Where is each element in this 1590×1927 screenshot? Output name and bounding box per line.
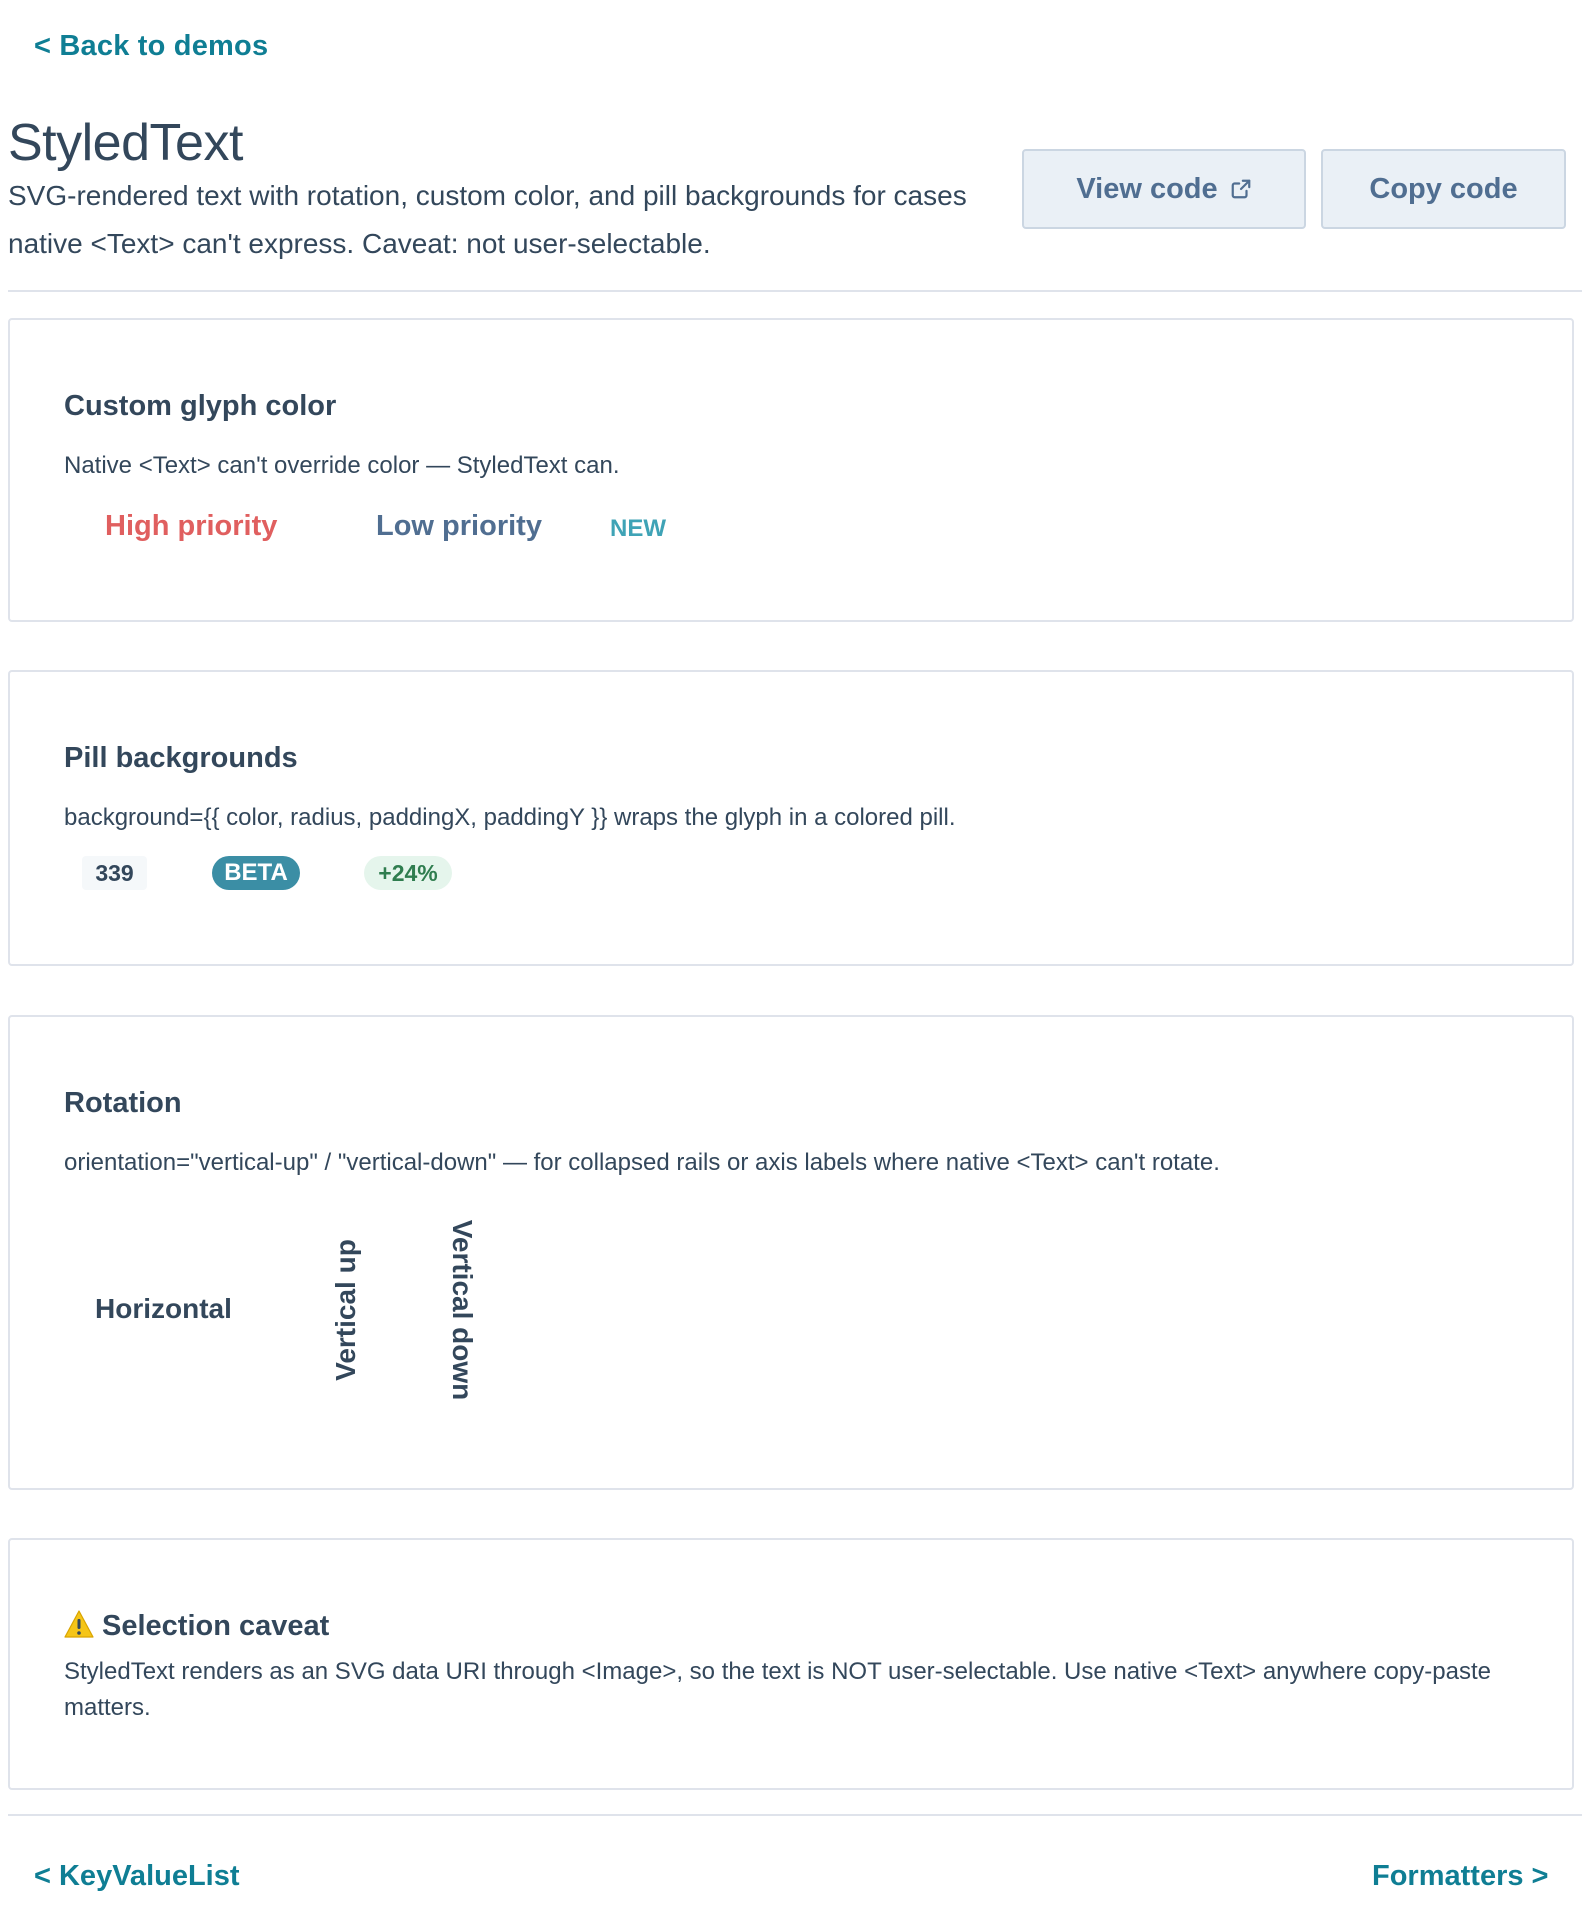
- view-code-label: View code: [1076, 172, 1218, 205]
- rotation-vertical-up: Vertical up: [330, 1239, 361, 1381]
- glyph-high-priority: High priority: [105, 510, 278, 542]
- rotation-vertical-down: Vertical down: [447, 1219, 478, 1401]
- caveat-desc: StyledText renders as an SVG data URI through <Image>, so the text is NOT user-selectable. Use native <Text> anywhere copy-paste matters.: [64, 1658, 1491, 1721]
- caveat-title-text: Selection caveat: [102, 1610, 330, 1642]
- page-title: StyledText: [8, 114, 243, 172]
- copy-code-button[interactable]: [1321, 149, 1566, 229]
- warning-icon: [64, 1610, 94, 1638]
- glyph-color-desc: Native <Text> can't override color — StyledText can.: [64, 452, 620, 479]
- next-demo-link[interactable]: Formatters >: [1372, 1860, 1549, 1892]
- caveat-title: [64, 1610, 329, 1643]
- view-code-button[interactable]: [1022, 149, 1306, 229]
- copy-code-label: Copy code: [1369, 172, 1518, 205]
- rotation-title: Rotation: [64, 1087, 182, 1119]
- glyph-new: NEW: [610, 515, 666, 542]
- pill-beta: BETA: [212, 856, 300, 890]
- external-link-icon: [1230, 178, 1252, 200]
- header-divider: [8, 290, 1582, 292]
- back-to-demos-link[interactable]: < Back to demos: [34, 30, 269, 62]
- pill-delta: +24%: [364, 856, 452, 890]
- prev-demo-link[interactable]: < KeyValueList: [34, 1860, 240, 1892]
- pill-backgrounds-desc: background={{ color, radius, paddingX, paddingY }} wraps the glyph in a colored pill.: [64, 804, 956, 831]
- glyph-low-priority: Low priority: [376, 510, 542, 542]
- rotation-desc: orientation="vertical-up" / "vertical-down" — for collapsed rails or axis labels where native <Text> can't rotate.: [64, 1149, 1220, 1176]
- footer-divider: [8, 1814, 1582, 1816]
- card-rotation: [8, 1015, 1574, 1490]
- page-subtitle: SVG-rendered text with rotation, custom color, and pill backgrounds for cases native <Text> can't express. Caveat: not user-selectable.: [8, 180, 967, 259]
- pill-count: 339: [82, 856, 147, 890]
- rotation-horizontal: Horizontal: [95, 1293, 232, 1324]
- pill-backgrounds-title: Pill backgrounds: [64, 742, 298, 774]
- glyph-color-title: Custom glyph color: [64, 390, 337, 422]
